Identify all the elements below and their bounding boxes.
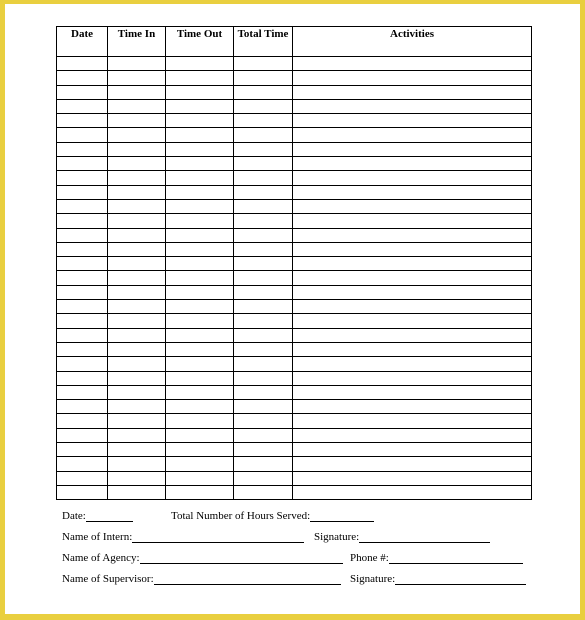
- table-cell[interactable]: [57, 285, 108, 299]
- table-cell[interactable]: [57, 99, 108, 113]
- table-cell[interactable]: [108, 371, 166, 385]
- table-cell[interactable]: [293, 142, 532, 156]
- supervisor-label: Name of Supervisor:: [62, 573, 154, 585]
- table-cell[interactable]: [293, 128, 532, 142]
- table-row: [57, 400, 532, 414]
- table-cell[interactable]: [166, 128, 234, 142]
- table-cell[interactable]: [57, 357, 108, 371]
- table-cell[interactable]: [234, 457, 293, 471]
- signature-section: [62, 510, 534, 594]
- table-cell[interactable]: [293, 271, 532, 285]
- table-cell[interactable]: [293, 443, 532, 457]
- phone-label: Phone #:: [350, 552, 389, 564]
- table-cell[interactable]: [166, 114, 234, 128]
- supervisor-signature-label: Signature:: [350, 573, 396, 585]
- table-row: [57, 71, 532, 85]
- table-cell[interactable]: [293, 71, 532, 85]
- table-cell[interactable]: [293, 328, 532, 342]
- table-row: [57, 385, 532, 399]
- table-cell[interactable]: [234, 414, 293, 428]
- table-cell[interactable]: [293, 185, 532, 199]
- table-cell[interactable]: [166, 385, 234, 399]
- table-cell[interactable]: [234, 385, 293, 399]
- table-cell[interactable]: [57, 214, 108, 228]
- table-cell[interactable]: [57, 128, 108, 142]
- table-cell[interactable]: [57, 328, 108, 342]
- table-row: [57, 271, 532, 285]
- intern-name-blank[interactable]: [132, 531, 304, 543]
- footer-row-agency: [62, 552, 534, 573]
- table-cell[interactable]: [293, 400, 532, 414]
- table-cell[interactable]: [234, 199, 293, 213]
- date-field: [62, 510, 133, 522]
- timesheet-body: [57, 57, 532, 500]
- phone-blank[interactable]: [389, 552, 523, 564]
- table-cell[interactable]: [57, 457, 108, 471]
- table-cell[interactable]: [293, 457, 532, 471]
- agency-field: [62, 552, 343, 564]
- table-header-row: [57, 27, 532, 57]
- table-cell[interactable]: [166, 228, 234, 242]
- table-cell[interactable]: [234, 85, 293, 99]
- table-cell[interactable]: [293, 257, 532, 271]
- table-cell[interactable]: [166, 71, 234, 85]
- table-cell[interactable]: [166, 485, 234, 499]
- table-row: [57, 228, 532, 242]
- table-cell[interactable]: [234, 485, 293, 499]
- table-cell[interactable]: [234, 99, 293, 113]
- table-cell[interactable]: [166, 142, 234, 156]
- phone-field: [350, 552, 523, 564]
- table-cell[interactable]: [108, 314, 166, 328]
- table-row: [57, 357, 532, 371]
- table-cell[interactable]: [166, 371, 234, 385]
- table-cell[interactable]: [293, 371, 532, 385]
- intern-name-field: [62, 531, 304, 543]
- table-cell[interactable]: [57, 114, 108, 128]
- table-cell[interactable]: [234, 185, 293, 199]
- intern-signature-field: [314, 531, 490, 543]
- table-row: [57, 285, 532, 299]
- table-cell[interactable]: [57, 271, 108, 285]
- table-row: [57, 457, 532, 471]
- table-cell[interactable]: [293, 171, 532, 185]
- table-cell[interactable]: [166, 400, 234, 414]
- table-cell[interactable]: [234, 357, 293, 371]
- table-cell[interactable]: [234, 242, 293, 256]
- table-cell[interactable]: [234, 114, 293, 128]
- timesheet-table: [56, 26, 532, 500]
- date-label: Date:: [62, 510, 86, 522]
- table-cell[interactable]: [108, 285, 166, 299]
- table-cell[interactable]: [293, 414, 532, 428]
- table-cell[interactable]: [57, 57, 108, 71]
- table-cell[interactable]: [166, 314, 234, 328]
- table-cell[interactable]: [108, 228, 166, 242]
- table-cell[interactable]: [108, 400, 166, 414]
- table-cell[interactable]: [57, 371, 108, 385]
- table-cell[interactable]: [234, 400, 293, 414]
- table-cell[interactable]: [57, 171, 108, 185]
- col-header-time-in: Time In: [108, 27, 166, 57]
- table-row: [57, 199, 532, 213]
- table-cell[interactable]: [108, 471, 166, 485]
- table-row: [57, 171, 532, 185]
- table-cell[interactable]: [108, 214, 166, 228]
- table-cell[interactable]: [108, 199, 166, 213]
- supervisor-blank[interactable]: [154, 573, 341, 585]
- table-cell[interactable]: [57, 257, 108, 271]
- table-cell[interactable]: [234, 428, 293, 442]
- table-row: [57, 114, 532, 128]
- table-cell[interactable]: [293, 85, 532, 99]
- table-cell[interactable]: [108, 257, 166, 271]
- table-cell[interactable]: [293, 385, 532, 399]
- table-cell[interactable]: [293, 57, 532, 71]
- footer-row-intern: [62, 531, 534, 552]
- table-cell[interactable]: [108, 271, 166, 285]
- table-cell[interactable]: [166, 471, 234, 485]
- col-header-time-out: Time Out: [166, 27, 234, 57]
- agency-blank[interactable]: [140, 552, 343, 564]
- table-cell[interactable]: [166, 171, 234, 185]
- table-cell[interactable]: [108, 185, 166, 199]
- table-cell[interactable]: [166, 300, 234, 314]
- table-cell[interactable]: [234, 443, 293, 457]
- table-cell[interactable]: [57, 300, 108, 314]
- intern-signature-blank[interactable]: [359, 531, 490, 543]
- table-row: [57, 242, 532, 256]
- table-cell[interactable]: [108, 443, 166, 457]
- table-cell[interactable]: [293, 314, 532, 328]
- table-cell[interactable]: [234, 128, 293, 142]
- total-hours-label: Total Number of Hours Served:: [171, 510, 311, 522]
- table-row: [57, 428, 532, 442]
- col-header-activities: Activities: [293, 27, 532, 57]
- table-cell[interactable]: [234, 314, 293, 328]
- table-cell[interactable]: [166, 271, 234, 285]
- table-row: [57, 157, 532, 171]
- table-cell[interactable]: [166, 443, 234, 457]
- table-cell[interactable]: [234, 228, 293, 242]
- table-cell[interactable]: [166, 257, 234, 271]
- table-cell[interactable]: [234, 342, 293, 356]
- table-row: [57, 85, 532, 99]
- table-cell[interactable]: [108, 328, 166, 342]
- table-cell[interactable]: [166, 157, 234, 171]
- table-cell[interactable]: [293, 199, 532, 213]
- table-cell[interactable]: [57, 242, 108, 256]
- table-cell[interactable]: [234, 157, 293, 171]
- table-cell[interactable]: [57, 85, 108, 99]
- table-cell[interactable]: [166, 199, 234, 213]
- table-cell[interactable]: [108, 300, 166, 314]
- table-cell[interactable]: [234, 271, 293, 285]
- table-cell[interactable]: [293, 214, 532, 228]
- table-cell[interactable]: [108, 99, 166, 113]
- supervisor-signature-blank[interactable]: [395, 573, 526, 585]
- table-cell[interactable]: [234, 171, 293, 185]
- table-cell[interactable]: [57, 471, 108, 485]
- table-cell[interactable]: [166, 328, 234, 342]
- total-hours-blank[interactable]: [310, 510, 374, 522]
- table-cell[interactable]: [293, 114, 532, 128]
- table-cell[interactable]: [108, 385, 166, 399]
- table-row: [57, 485, 532, 499]
- table-cell[interactable]: [57, 142, 108, 156]
- table-cell[interactable]: [57, 228, 108, 242]
- table-cell[interactable]: [57, 485, 108, 499]
- table-cell[interactable]: [293, 300, 532, 314]
- footer-row-date: [62, 510, 534, 531]
- table-cell[interactable]: [108, 342, 166, 356]
- table-cell[interactable]: [108, 71, 166, 85]
- table-cell[interactable]: [57, 385, 108, 399]
- table-row: [57, 142, 532, 156]
- table-cell[interactable]: [234, 214, 293, 228]
- table-cell[interactable]: [234, 300, 293, 314]
- table-cell[interactable]: [108, 485, 166, 499]
- table-cell[interactable]: [166, 99, 234, 113]
- col-header-total-time: Total Time: [234, 27, 293, 57]
- table-cell[interactable]: [57, 414, 108, 428]
- intern-name-label: Name of Intern:: [62, 531, 133, 543]
- table-cell[interactable]: [166, 357, 234, 371]
- table-cell[interactable]: [57, 71, 108, 85]
- table-cell[interactable]: [57, 428, 108, 442]
- table-cell[interactable]: [108, 85, 166, 99]
- table-row: [57, 328, 532, 342]
- intern-signature-label: Signature:: [314, 531, 360, 543]
- table-cell[interactable]: [108, 142, 166, 156]
- table-cell[interactable]: [57, 443, 108, 457]
- table-row: [57, 185, 532, 199]
- table-row: [57, 257, 532, 271]
- table-cell[interactable]: [166, 185, 234, 199]
- table-row: [57, 128, 532, 142]
- supervisor-field: [62, 573, 341, 585]
- table-cell[interactable]: [57, 342, 108, 356]
- table-cell[interactable]: [57, 199, 108, 213]
- table-cell[interactable]: [108, 171, 166, 185]
- table-cell[interactable]: [293, 99, 532, 113]
- table-cell[interactable]: [234, 142, 293, 156]
- col-header-date: Date: [57, 27, 108, 57]
- supervisor-signature-field: [350, 573, 526, 585]
- table-cell[interactable]: [166, 457, 234, 471]
- table-cell[interactable]: [293, 342, 532, 356]
- total-hours-field: [171, 510, 374, 522]
- table-row: [57, 342, 532, 356]
- table-row: [57, 471, 532, 485]
- table-row: [57, 414, 532, 428]
- table-cell[interactable]: [293, 285, 532, 299]
- table-cell[interactable]: [234, 328, 293, 342]
- table-row: [57, 443, 532, 457]
- table-cell[interactable]: [234, 285, 293, 299]
- table-cell[interactable]: [234, 257, 293, 271]
- table-cell[interactable]: [108, 414, 166, 428]
- table-row: [57, 300, 532, 314]
- table-cell[interactable]: [108, 57, 166, 71]
- agency-label: Name of Agency:: [62, 552, 140, 564]
- table-cell[interactable]: [166, 428, 234, 442]
- table-cell[interactable]: [108, 457, 166, 471]
- table-cell[interactable]: [108, 428, 166, 442]
- table-cell[interactable]: [293, 485, 532, 499]
- table-row: [57, 371, 532, 385]
- table-cell[interactable]: [108, 242, 166, 256]
- table-cell[interactable]: [166, 414, 234, 428]
- table-cell[interactable]: [293, 157, 532, 171]
- table-cell[interactable]: [234, 471, 293, 485]
- table-cell[interactable]: [108, 114, 166, 128]
- table-row: [57, 57, 532, 71]
- table-cell[interactable]: [57, 314, 108, 328]
- table-cell[interactable]: [166, 242, 234, 256]
- table-cell[interactable]: [234, 57, 293, 71]
- table-cell[interactable]: [57, 400, 108, 414]
- table-cell[interactable]: [166, 214, 234, 228]
- date-blank[interactable]: [86, 510, 133, 522]
- table-cell[interactable]: [293, 228, 532, 242]
- table-cell[interactable]: [166, 57, 234, 71]
- table-cell[interactable]: [108, 357, 166, 371]
- table-cell[interactable]: [57, 185, 108, 199]
- table-cell[interactable]: [293, 242, 532, 256]
- table-cell[interactable]: [293, 357, 532, 371]
- table-row: [57, 99, 532, 113]
- table-cell[interactable]: [166, 285, 234, 299]
- table-row: [57, 314, 532, 328]
- table-cell[interactable]: [108, 128, 166, 142]
- table-cell[interactable]: [108, 157, 166, 171]
- table-cell[interactable]: [166, 85, 234, 99]
- timesheet-page: [5, 4, 580, 614]
- table-cell[interactable]: [234, 371, 293, 385]
- footer-row-supervisor: [62, 573, 534, 594]
- table-cell[interactable]: [293, 428, 532, 442]
- table-cell[interactable]: [293, 471, 532, 485]
- table-cell[interactable]: [166, 342, 234, 356]
- table-cell[interactable]: [234, 71, 293, 85]
- table-row: [57, 214, 532, 228]
- table-cell[interactable]: [57, 157, 108, 171]
